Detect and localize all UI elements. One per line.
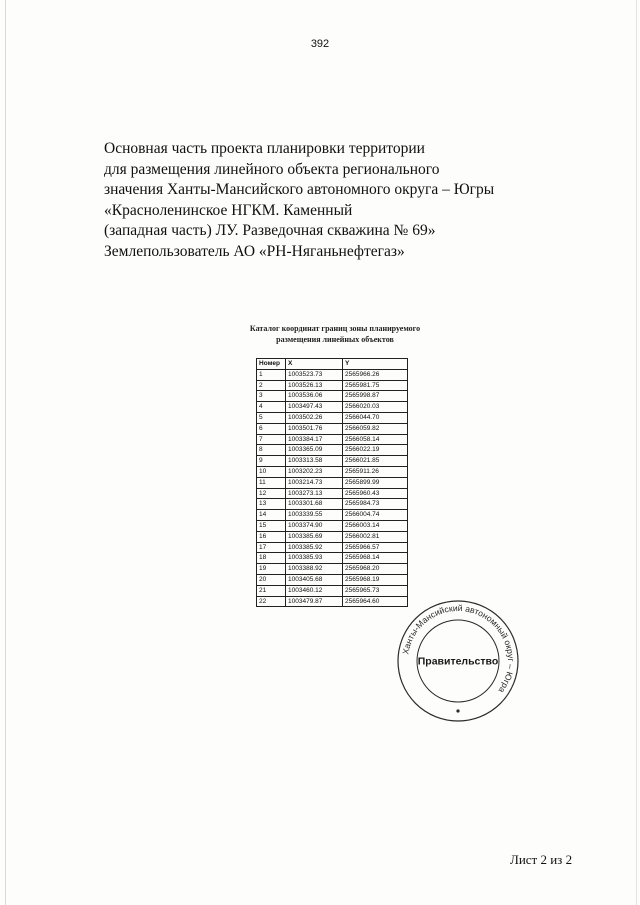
cell-x: 1003202.23 — [286, 466, 343, 477]
heading-line: Землепользователь АО «РН-Няганьнефтегаз» — [104, 242, 405, 260]
table-row — [257, 531, 408, 542]
cell-number: 2 — [257, 380, 286, 391]
cell-y: 2566004.74 — [343, 510, 408, 521]
cell-x: 1003536.06 — [286, 391, 343, 402]
cell-number: 7 — [257, 434, 286, 445]
cell-x: 1003385.93 — [286, 553, 343, 564]
document-heading — [104, 139, 524, 262]
cell-number: 10 — [257, 466, 286, 477]
cell-number: 5 — [257, 412, 286, 423]
cell-number: 6 — [257, 423, 286, 434]
cell-number: 12 — [257, 488, 286, 499]
heading-line: (западная часть) ЛУ. Разведочная скважина № 69» — [104, 222, 436, 239]
cell-x: 1003301.68 — [286, 499, 343, 510]
cell-y: 2565968.20 — [343, 564, 408, 575]
table-row — [257, 402, 408, 413]
cell-y: 2566058.14 — [343, 434, 408, 445]
table-row — [257, 488, 408, 499]
cell-number: 22 — [257, 596, 286, 607]
page-number: 392 — [310, 38, 330, 50]
cell-y: 2565968.19 — [343, 574, 408, 585]
table-row — [257, 380, 408, 391]
cell-x: 1003214.73 — [286, 477, 343, 488]
table-row — [257, 574, 408, 585]
cell-y: 2565998.87 — [343, 391, 408, 402]
seal-center-text: Правительство — [417, 655, 499, 668]
scan-edge-left — [5, 0, 6, 905]
table-row — [257, 466, 408, 477]
table-row — [257, 423, 408, 434]
cell-y: 2565911.26 — [343, 466, 408, 477]
cell-y: 2565968.14 — [343, 553, 408, 564]
table-row — [257, 391, 408, 402]
table-row — [257, 564, 408, 575]
table-row — [257, 369, 408, 380]
cell-y: 2565960.43 — [343, 488, 408, 499]
cell-y: 2565899.99 — [343, 477, 408, 488]
heading-line: Основная часть проекта планировки территории — [104, 140, 425, 157]
table-row — [257, 477, 408, 488]
cell-number: 14 — [257, 510, 286, 521]
cell-x: 1003460.12 — [286, 585, 343, 596]
cell-number: 21 — [257, 585, 286, 596]
table-row — [257, 520, 408, 531]
cell-y: 2565984.73 — [343, 499, 408, 510]
cell-number: 17 — [257, 542, 286, 553]
cell-x: 1003385.69 — [286, 531, 343, 542]
cell-number: 8 — [257, 445, 286, 456]
coordinates-table — [256, 358, 408, 607]
cell-y: 2566021.85 — [343, 456, 408, 467]
cell-y: 2566020.03 — [343, 402, 408, 413]
catalog-title-line: Каталог координат границ зоны планируемого — [249, 324, 421, 333]
cell-y: 2565981.75 — [343, 380, 408, 391]
cell-y: 2566059.82 — [343, 423, 408, 434]
cell-x: 1003502.26 — [286, 412, 343, 423]
cell-y: 2566044.70 — [343, 412, 408, 423]
cell-x: 1003523.73 — [286, 369, 343, 380]
cell-y: 2565966.26 — [343, 369, 408, 380]
cell-x: 1003384.17 — [286, 434, 343, 445]
heading-line: «Красноленинское НГКМ. Каменный — [104, 201, 353, 219]
cell-y: 2566002.81 — [343, 531, 408, 542]
cell-number: 11 — [257, 477, 286, 488]
heading-line: для размещения линейного объекта регионального — [104, 160, 440, 178]
table-row — [257, 499, 408, 510]
table-header-row — [257, 359, 408, 370]
cell-number: 18 — [257, 553, 286, 564]
catalog-title — [215, 324, 455, 345]
cell-number: 19 — [257, 564, 286, 575]
cell-x: 1003405.68 — [286, 574, 343, 585]
cell-number: 1 — [257, 369, 286, 380]
table-row — [257, 434, 408, 445]
cell-number: 13 — [257, 499, 286, 510]
table-row — [257, 596, 408, 607]
cell-x: 1003479.87 — [286, 596, 343, 607]
sheet-number: Лист 2 из 2 — [510, 852, 573, 867]
cell-y: 2565966.57 — [343, 542, 408, 553]
cell-number: 9 — [257, 456, 286, 467]
cell-x: 1003365.09 — [286, 445, 343, 456]
cell-number: 16 — [257, 531, 286, 542]
cell-x: 1003388.92 — [286, 564, 343, 575]
table-row — [257, 445, 408, 456]
cell-x: 1003501.76 — [286, 423, 343, 434]
seal-dot — [456, 709, 459, 712]
cell-y: 2565964.60 — [343, 596, 408, 607]
cell-number: 3 — [257, 391, 286, 402]
column-header-y: Y — [343, 359, 408, 370]
cell-y: 2566003.14 — [343, 520, 408, 531]
table-row — [257, 553, 408, 564]
table-row — [257, 585, 408, 596]
cell-x: 1003385.92 — [286, 542, 343, 553]
heading-line: значения Ханты-Мансийского автономного округа – Югры — [104, 181, 495, 198]
table-row — [257, 456, 408, 467]
cell-x: 1003497.43 — [286, 402, 343, 413]
column-header-x: X — [286, 359, 343, 370]
catalog-title-line: размещения линейных объектов — [276, 334, 394, 344]
cell-number: 4 — [257, 402, 286, 413]
cell-x: 1003339.55 — [286, 510, 343, 521]
official-seal — [395, 598, 521, 724]
cell-x: 1003374.90 — [286, 520, 343, 531]
cell-x: 1003313.58 — [286, 456, 343, 467]
table-body — [257, 369, 408, 607]
table-row — [257, 412, 408, 423]
cell-x: 1003273.13 — [286, 488, 343, 499]
cell-x: 1003526.13 — [286, 380, 343, 391]
scan-edge-right — [636, 0, 637, 905]
cell-number: 15 — [257, 520, 286, 531]
cell-y: 2565965.73 — [343, 585, 408, 596]
seal-ring-text: Ханты-Мансийский автономный округ – Югра — [400, 602, 517, 695]
table-row — [257, 542, 408, 553]
table-row — [257, 510, 408, 521]
column-header-number: Номер — [257, 359, 286, 370]
cell-number: 20 — [257, 574, 286, 585]
cell-y: 2566022.19 — [343, 445, 408, 456]
